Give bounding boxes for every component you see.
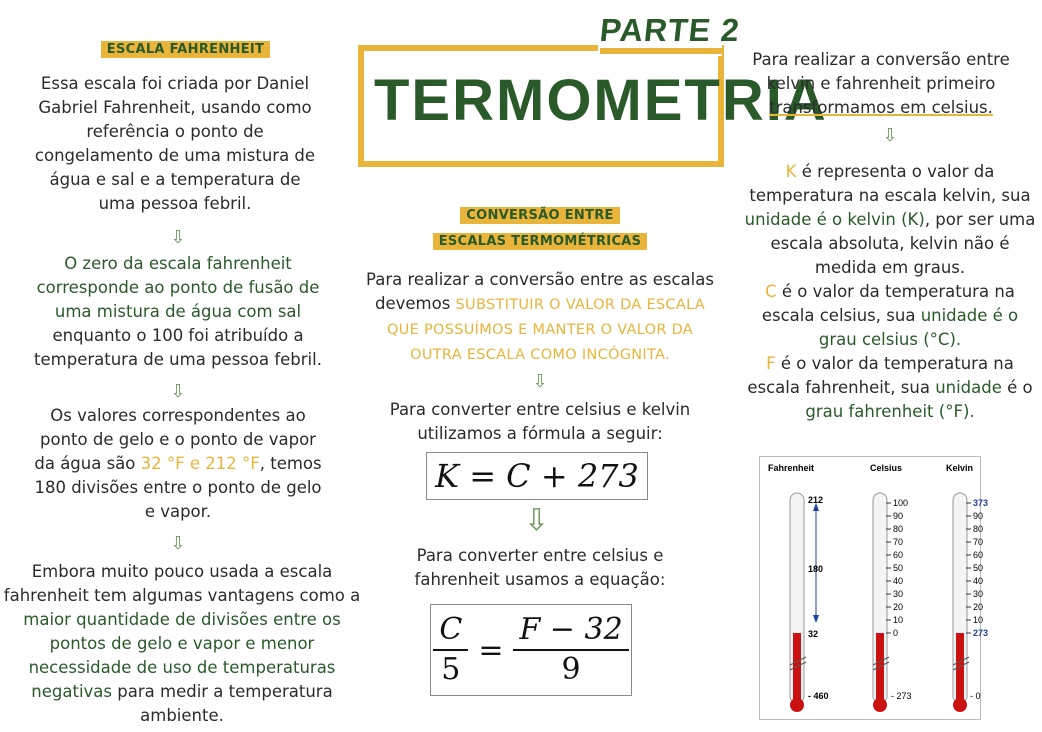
k-text: é representa o valor da temperatura na escala kelvin, sua: [749, 162, 1031, 205]
c-tick-bottom: - 273: [891, 691, 912, 701]
left-p2-rest: enquanto o 100 foi atribuído a temperatura de uma pessoa febril.: [34, 326, 322, 369]
down-arrow-icon: ⇩: [532, 371, 548, 392]
f-text-b: é o: [1007, 378, 1033, 397]
label-kelvin: Kelvin: [946, 463, 974, 473]
fraction-left-num: C: [433, 611, 468, 651]
left-p4-highlight: maior quantidade de divisões entre os pontos de gelo e vapor e menor necessidade de uso de temperaturas negativas: [23, 610, 341, 701]
left-p2-highlight: O zero da escala fahrenheit corresponde ao ponto de fusão de uma mistura de água com sal: [36, 254, 320, 321]
f-highlight-1: unidade: [935, 378, 1002, 397]
down-arrow-icon: ⇩: [524, 503, 550, 538]
celsius-tick-label: 20: [893, 602, 904, 612]
fraction-right-den: 9: [561, 652, 581, 687]
kelvin-tick-label: 80: [973, 524, 984, 534]
kelvin-tick-label: 20: [973, 602, 984, 612]
part-underline: [600, 48, 722, 54]
f-letter: F: [766, 354, 776, 373]
c-text: é o valor da temperatura na escala celsius, sua: [761, 282, 1015, 325]
f-tick-32: 32: [808, 629, 819, 639]
left-heading-wrap: [98, 38, 273, 57]
left-p3-text: Os valores correspondentes ao ponto de gelo e o ponto de vapor da água são: [34, 406, 316, 473]
kelvin-ticks: [966, 498, 988, 638]
left-p4-text: Embora muito pouco usada a escala fahrenheit tem algumas vantagens como a: [3, 562, 361, 605]
k-letter: K: [785, 162, 797, 181]
left-p3-highlight: 32 °F e 212 °F: [140, 454, 260, 473]
center-paragraph-2: Para converter entre celsius e kelvin utilizamos a fórmula a seguir:: [389, 400, 691, 443]
celsius-tick-label: 50: [893, 563, 904, 573]
kelvin-tick-label: 10: [973, 615, 984, 625]
fahrenheit-thermometer: [790, 493, 829, 712]
left-heading: ESCALA FAHRENHEIT: [101, 41, 270, 58]
kelvin-tick-label: 90: [973, 511, 984, 521]
kelvin-tick-label: 40: [973, 576, 984, 586]
left-paragraph-2: [28, 252, 328, 372]
left-p3-text-b: , temos 180 divisões entre o ponto de gelo e vapor.: [34, 454, 322, 521]
formula-kelvin-celsius: K = C + 273: [426, 452, 648, 500]
down-arrow-icon: ⇩: [882, 125, 898, 146]
center-p1-highlight: SUBSTITUIR O VALOR DA ESCALA QUE POSSUÍMOS E MANTER O VALOR DA OUTRA ESCALA COMO INCÓGNITA.: [386, 297, 705, 363]
kelvin-thermometer: [953, 493, 988, 712]
right-p1-underlined: transformamos em celsius.: [769, 98, 993, 117]
f-tick-212: 212: [808, 495, 824, 505]
celsius-tick-label: 60: [893, 550, 904, 560]
k-highlight: unidade é o kelvin (K): [744, 210, 925, 229]
right-paragraph-2: [742, 160, 1038, 424]
label-celsius: Celsius: [870, 463, 903, 473]
f-tick-bottom: - 460: [808, 691, 829, 701]
kelvin-tick-label: 373: [973, 498, 989, 508]
celsius-tick-label: 10: [893, 615, 904, 625]
kelvin-tick-label: 50: [973, 563, 984, 573]
down-arrow-icon: ⇩: [170, 381, 186, 402]
fraction-right-num: F − 32: [513, 611, 628, 651]
down-arrow-icon: ⇩: [170, 227, 186, 248]
equals-sign: =: [478, 632, 504, 668]
f-highlight-2: grau fahrenheit (°F).: [805, 402, 975, 421]
center-heading-line2: ESCALAS TERMOMÉTRICAS: [433, 233, 648, 250]
down-arrow-icon: ⇩: [170, 533, 186, 554]
center-paragraph-3: Para converter entre celsius e fahrenheit usamos a equação:: [414, 546, 666, 589]
part-label: PARTE 2: [598, 12, 742, 48]
kelvin-tick-label: 30: [973, 589, 984, 599]
center-heading: [420, 202, 660, 254]
celsius-tick-label: 90: [893, 511, 904, 521]
f-tick-180: 180: [808, 564, 824, 574]
kelvin-tick-label: 70: [973, 537, 984, 547]
k-text-b: , por ser uma escala absoluta, kelvin não é medida em graus.: [770, 210, 1036, 277]
fraction-right: [513, 611, 628, 689]
fraction-left-den: 5: [441, 652, 461, 687]
right-paragraph-1: [748, 48, 1014, 120]
celsius-ticks: [886, 498, 908, 638]
celsius-tick-label: 30: [893, 589, 904, 599]
k-tick-bottom: - 0: [970, 691, 981, 701]
kelvin-tick-label: 273: [973, 628, 989, 638]
celsius-tick-label: 40: [893, 576, 904, 586]
celsius-tick-label: 80: [893, 524, 904, 534]
celsius-thermometer: [873, 493, 912, 712]
c-letter: C: [765, 282, 777, 301]
kelvin-tick-label: 60: [973, 550, 984, 560]
celsius-tick-label: 70: [893, 537, 904, 547]
label-fahrenheit: Fahrenheit: [768, 463, 815, 473]
right-p1-text: Para realizar a conversão entre kelvin e fahrenheit primeiro: [752, 50, 1010, 93]
left-paragraph-1: Essa escala foi criada por Daniel Gabriel Fahrenheit, usando como referência o ponto de congelamento de uma mistura de água e sal e a temperatura de uma pessoa febril.: [34, 74, 316, 213]
formula-celsius-fahrenheit: [430, 604, 632, 696]
thermometer-diagram: [759, 456, 989, 720]
left-paragraph-3: [32, 404, 324, 524]
center-heading-line1: CONVERSÃO ENTRE: [460, 207, 619, 224]
f-text: é o valor da temperatura na escala fahrenheit, sua: [747, 354, 1014, 397]
thermometer-svg: [760, 457, 989, 719]
celsius-tick-label: 0: [893, 628, 899, 638]
fraction-left: [433, 611, 468, 689]
left-paragraph-4: [2, 560, 362, 728]
center-paragraph-1: [366, 268, 714, 367]
c-highlight: unidade é o grau celsius (°C).: [818, 306, 1019, 349]
page-title: TERMOMETRIA: [374, 68, 828, 133]
center-p1-text: Para realizar a conversão entre as escalas devemos: [366, 270, 714, 313]
left-p4-text-b: para medir a temperatura ambiente.: [117, 682, 333, 725]
celsius-tick-label: 100: [893, 498, 909, 508]
